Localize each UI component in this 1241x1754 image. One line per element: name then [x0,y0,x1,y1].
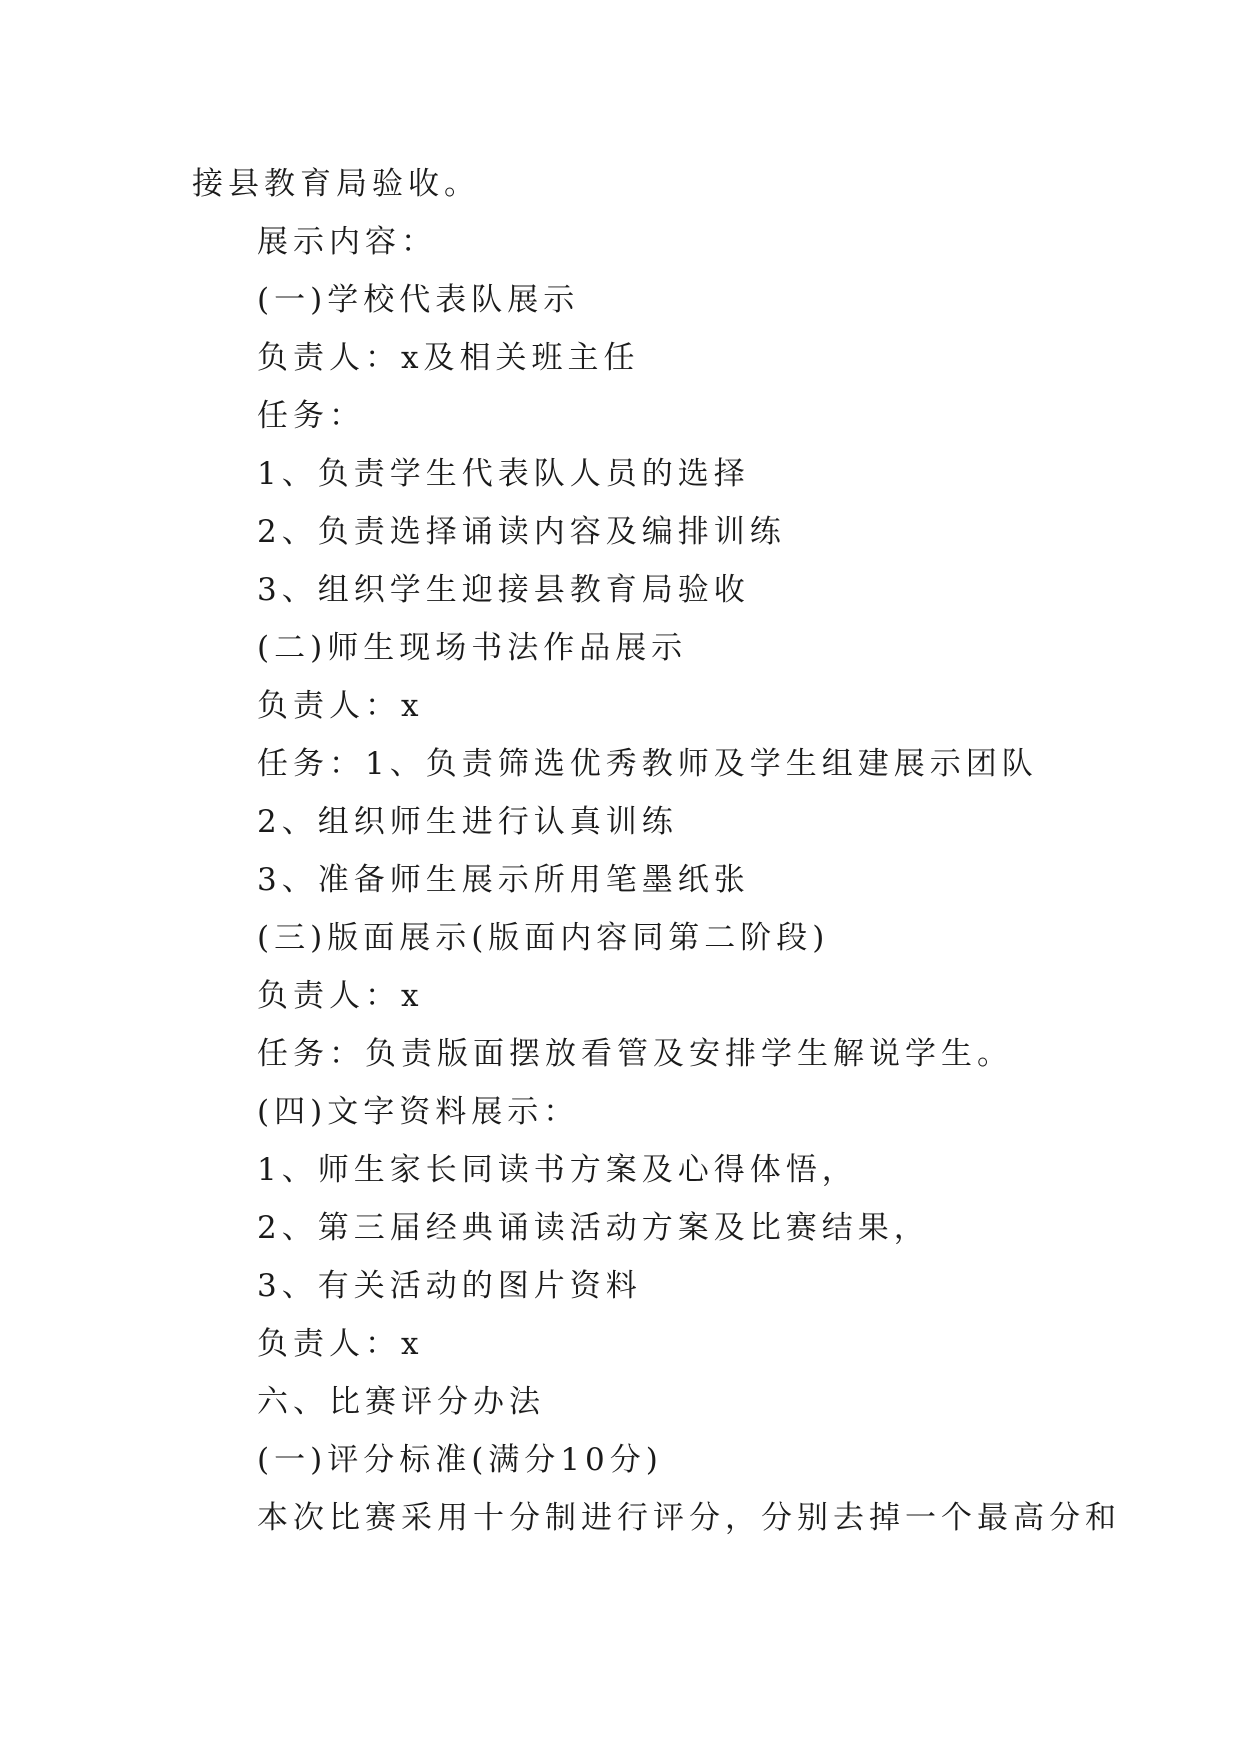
paragraph-line: 负责人：x [257,1326,424,1362]
paragraph-line: 负责人：x及相关班主任 [257,340,640,376]
paragraph-line: 展示内容： [257,224,437,260]
list-item: 1、师生家长同读书方案及心得体悟， [257,1152,858,1188]
list-item: 2、负责选择诵读内容及编排训练 [257,514,786,550]
section-heading: (一)学校代表队展示 [257,282,580,318]
list-item: 2、第三届经典诵读活动方案及比赛结果， [257,1210,930,1246]
section-heading: (三)版面展示(版面内容同第二阶段) [257,920,830,956]
section-heading: (一)评分标准(满分10分) [257,1442,663,1478]
section-heading: (二)师生现场书法作品展示 [257,630,688,666]
paragraph-line: 负责人：x [257,978,424,1014]
paragraph-line: 负责人：x [257,688,424,724]
list-item: 3、组织学生迎接县教育局验收 [257,572,750,608]
paragraph-line: 接县教育局验收。 [192,166,480,202]
paragraph-line: 任务： [257,398,365,434]
paragraph-line: 任务：1、负责筛选优秀教师及学生组建展示团队 [257,746,1038,782]
list-item: 2、组织师生进行认真训练 [257,804,678,840]
section-heading: (四)文字资料展示： [257,1094,580,1130]
list-item: 3、准备师生展示所用笔墨纸张 [257,862,750,898]
list-item: 3、有关活动的图片资料 [257,1268,642,1304]
paragraph-line: 本次比赛采用十分制进行评分，分别去掉一个最高分和 [257,1500,1121,1536]
paragraph-line: 任务：负责版面摆放看管及安排学生解说学生。 [257,1036,1013,1072]
list-item: 1、负责学生代表队人员的选择 [257,456,750,492]
section-heading: 六、比赛评分办法 [257,1384,545,1420]
